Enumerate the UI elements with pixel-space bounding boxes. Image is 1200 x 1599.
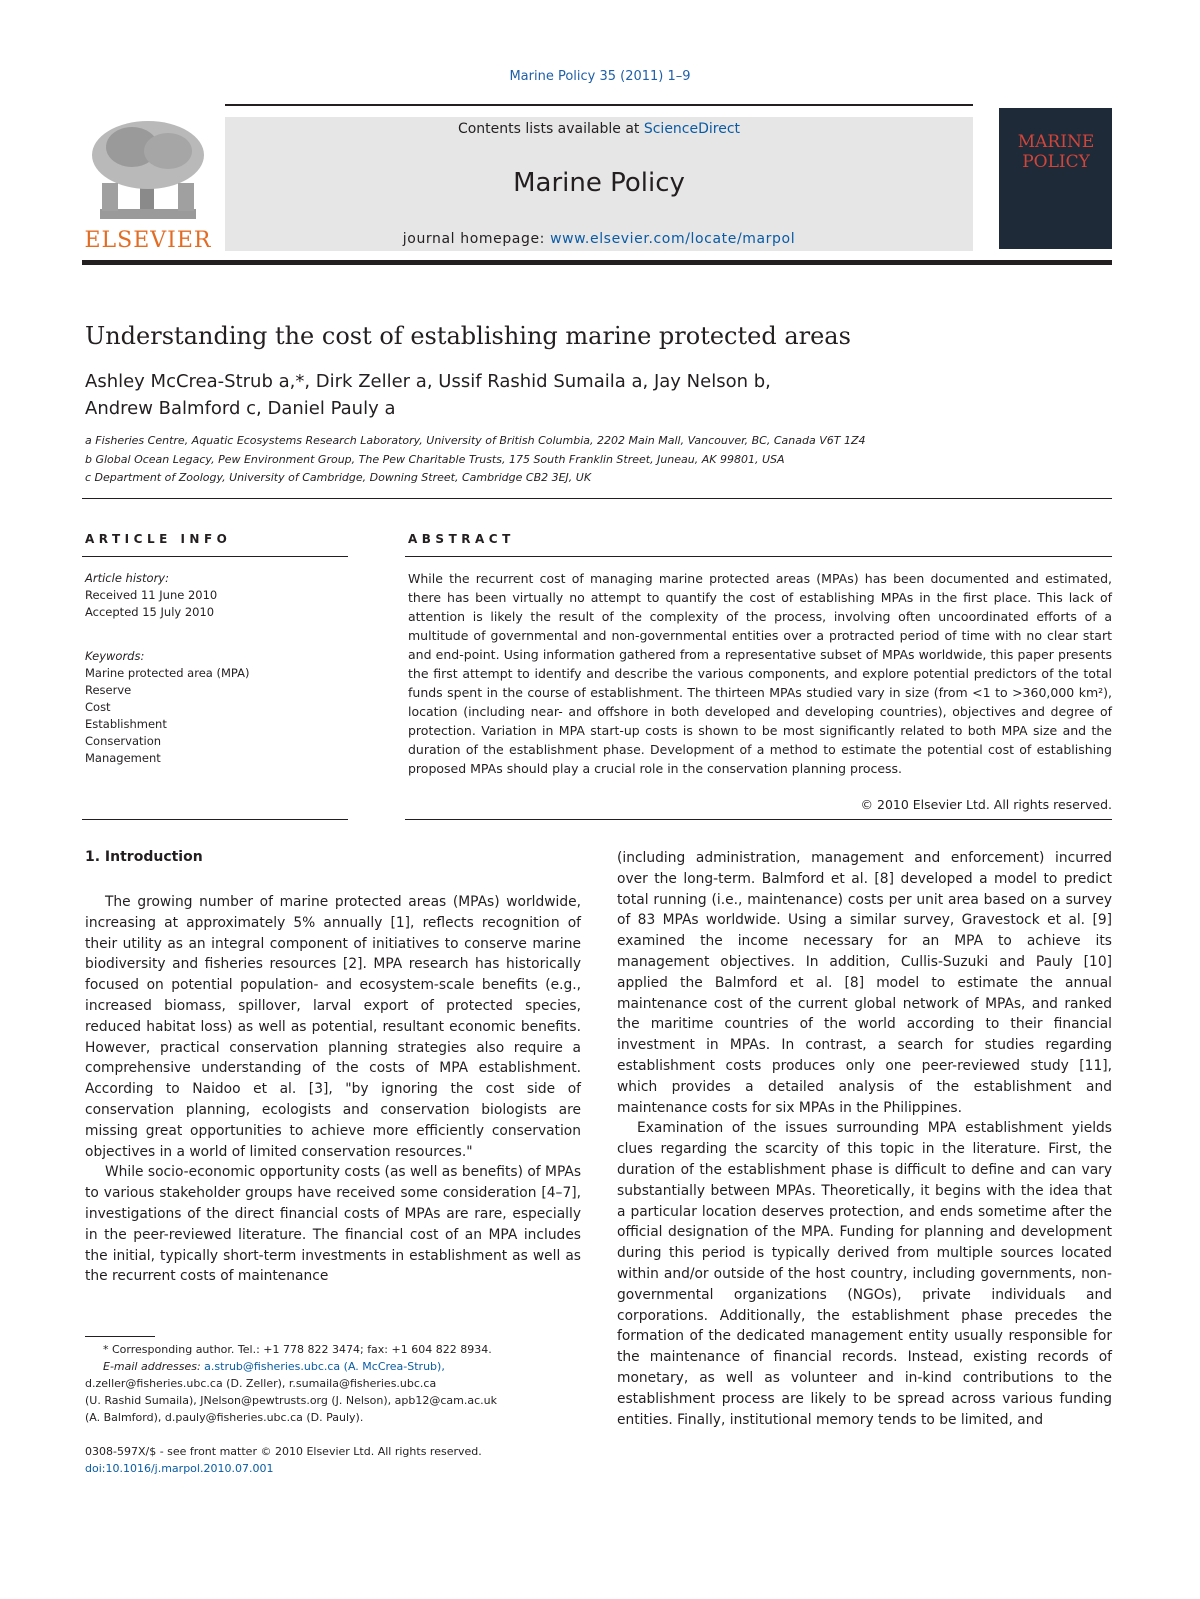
keyword-item: Marine protected area (MPA) (85, 666, 250, 680)
homepage-prefix: journal homepage: (402, 231, 551, 247)
article-info-rule (82, 556, 348, 557)
keywords-label: Keywords: (85, 649, 145, 663)
email-line-2[interactable]: d.zeller@fisheries.ubc.ca (D. Zeller), r.sumaila@fisheries.ubc.ca (85, 1377, 437, 1390)
keyword-item: Establishment (85, 717, 167, 731)
affiliation-b: b Global Ocean Legacy, Pew Environment Group, The Pew Charitable Trusts, 175 South Franklin Street, Juneau, AK 99801, USA (85, 453, 785, 466)
email-line-1 (85, 1358, 581, 1375)
abstract-text: While the recurrent cost of managing marine protected areas (MPAs) has been documented and estimated, there has been virtually no attempt to quantify the cost of establishing MPAs in the first place. This lack of attention is likely the result of the complexity of the process, involving often uncoordinated efforts of a multitude of governmental and non-governmental entities over a protracted period of time with no clear start and end-point. Using information gathered from a representative subset of MPAs worldwide, this paper presents the first attempt to identify and describe the various components, and explore potential predictors of the total funds spent in the course of establishment. The thirteen MPAs studied vary in size (from <1 to >360,000 km²), location (including near- and offshore in both developed and developing countries), objectives and degree of protection. Variation in MPA start-up costs is shown to be most significantly related to both MPA size and the duration of the establishment phase. Development of a method to estimate the potential cost of establishing proposed MPAs should play a crucial role in the conservation planning process. (408, 571, 1112, 776)
keyword-item: Cost (85, 700, 111, 714)
email-line-4[interactable]: (A. Balmford), d.pauly@fisheries.ubc.ca (D. Pauly). (85, 1411, 364, 1424)
intro-paragraph-2: While socio-economic opportunity costs (as well as benefits) of MPAs to various stakeholder groups have received some consideration [4–7], investigations of the direct financial costs of MPAs are rare, especially in the peer-reviewed literature. The financial cost of an MPA includes the initial, typically short-term investments in establishment as well as the recurrent costs of maintenance (85, 1164, 582, 1285)
issn-line: 0308-597X/$ - see front matter © 2010 Elsevier Ltd. All rights reserved. (85, 1445, 482, 1458)
article-info-heading: ARTICLE INFO (85, 532, 232, 546)
contents-line (225, 121, 973, 137)
keyword-item: Conservation (85, 734, 162, 748)
intro-right-column (617, 848, 1112, 1430)
abstract-copyright: © 2010 Elsevier Ltd. All rights reserved. (860, 797, 1112, 812)
article-title: Understanding the cost of establishing marine protected areas (85, 322, 851, 350)
doi-link[interactable]: doi:10.1016/j.marpol.2010.07.001 (85, 1462, 274, 1475)
header-top-rule (225, 104, 973, 106)
elsevier-tree-logo (82, 117, 214, 227)
affiliation-c: c Department of Zoology, University of Cambridge, Downing Street, Cambridge CB2 3EJ, UK (85, 471, 592, 484)
journal-title: Marine Policy (513, 168, 685, 198)
affiliation-rule (82, 498, 1112, 499)
accepted-date: Accepted 15 July 2010 (85, 605, 215, 619)
history-label: Article history: (85, 571, 169, 585)
cover-title: MARINE POLICY (1017, 132, 1095, 172)
abstract-rule (405, 556, 1112, 557)
article-history (85, 570, 345, 621)
sciencedirect-link[interactable]: ScienceDirect (643, 121, 741, 137)
affiliation-a: a Fisheries Centre, Aquatic Ecosystems Research Laboratory, University of British Columbia, 2202 Main Mall, Vancouver, BC, Canada V6T 1Z4 (85, 434, 866, 447)
section-heading-introduction: 1. Introduction (85, 849, 203, 865)
front-matter (85, 1443, 581, 1477)
corresponding-author-note: * Corresponding author. Tel.: +1 778 822 3474; fax: +1 604 822 8934. (103, 1343, 492, 1356)
header-bottom-rule (82, 260, 1112, 265)
journal-homepage (225, 231, 973, 247)
keyword-item: Reserve (85, 683, 132, 697)
authors-line-2[interactable]: Andrew Balmford c, Daniel Pauly a (85, 398, 396, 419)
homepage-link[interactable]: www.elsevier.com/locate/marpol (550, 231, 796, 247)
author-list (85, 368, 771, 422)
received-date: Received 11 June 2010 (85, 588, 218, 602)
intro-paragraph-4: Examination of the issues surrounding MPA establishment yields clues regarding the scarcity of this topic in the literature. First, the duration of the establishment phase is difficult to define and can vary substantially between MPAs. Theoretically, it begins with the idea that a particular location deserves protection, and ends sometime after the official designation of the MPA. Funding for planning and development during this period is typically derived from multiple sources located within and/or outside of the host country, including governments, non-governmental organizations (NGOs), private individuals and corporations. Additionally, the establishment phase precedes the formation of the dedicated management entity usually responsible for the maintenance of financial records. Instead, existing records of monetary, as well as volunteer and in-kind contributions to the establishment process are likely to be spread across various funding entities. Finally, institutional memory tends to be limited, and (617, 1120, 1112, 1428)
article-info-bottom-rule (82, 819, 348, 820)
keywords-block (85, 648, 345, 767)
footnote-rule (85, 1336, 155, 1337)
authors-line-1[interactable]: Ashley McCrea-Strub a,*, Dirk Zeller a, Ussif Rashid Sumaila a, Jay Nelson b, (85, 371, 771, 392)
email-label: E-mail addresses: (103, 1360, 201, 1373)
intro-paragraph-3: (including administration, management and enforcement) incurred over the long-term. Balmford et al. [8] developed a model to predict total running (i.e., maintenance) costs per unit area based on a survey of 83 MPAs worldwide. Using a similar survey, Gravestock et al. [9] examined the income necessary for an MPA to achieve its management objectives. In addition, Cullis-Suzuki and Pauly [10] applied the Balmford et al. [8] model to estimate the annual maintenance cost of the current global network of MPAs, and ranked the maritime countries of the world according to their financial investment in MPAs. In contrast, a search for studies regarding establishment costs produces only one peer-reviewed study [11], which provides a detailed analysis of the establishment and maintenance costs for six MPAs in the Philippines. (617, 850, 1112, 1116)
intro-paragraph-1: The growing number of marine protected areas (MPAs) worldwide, increasing at approximately 5% annually [1], reflects recognition of their utility as an integral component of initiatives to conserve marine biodiversity and fisheries resources [2]. MPA research has historically focused on potential population- and ecosystem-scale benefits (e.g., increased biomass, spillover, larval export of protected species, reduced habitat loss) as well as potential, resultant economic benefits. However, practical conservation planning strategies also require a comprehensive understanding of the costs of MPA establishment. According to Naidoo et al. [3], "by ignoring the cost side of conservation planning, ecologists and conservation biologists are missing great opportunities to achieve more efficiently conservation objectives in a world of limited conservation resources." (85, 894, 581, 1160)
contents-prefix: Contents lists available at (457, 121, 644, 137)
keyword-item: Management (85, 751, 161, 765)
abstract-bottom-rule (405, 819, 1112, 820)
intro-left-column (85, 892, 581, 1287)
abstract-heading: ABSTRACT (408, 532, 515, 546)
elsevier-logo-text: ELSEVIER (84, 228, 212, 253)
footnotes (85, 1341, 581, 1426)
journal-citation[interactable]: Marine Policy 35 (2011) 1–9 (509, 69, 691, 84)
journal-cover-image[interactable] (999, 108, 1112, 249)
email-line-3[interactable]: (U. Rashid Sumaila), JNelson@pewtrusts.org (J. Nelson), apb12@cam.ac.uk (85, 1394, 497, 1407)
email-link[interactable]: a.strub@fisheries.ubc.ca (A. McCrea-Strub), (204, 1360, 445, 1373)
